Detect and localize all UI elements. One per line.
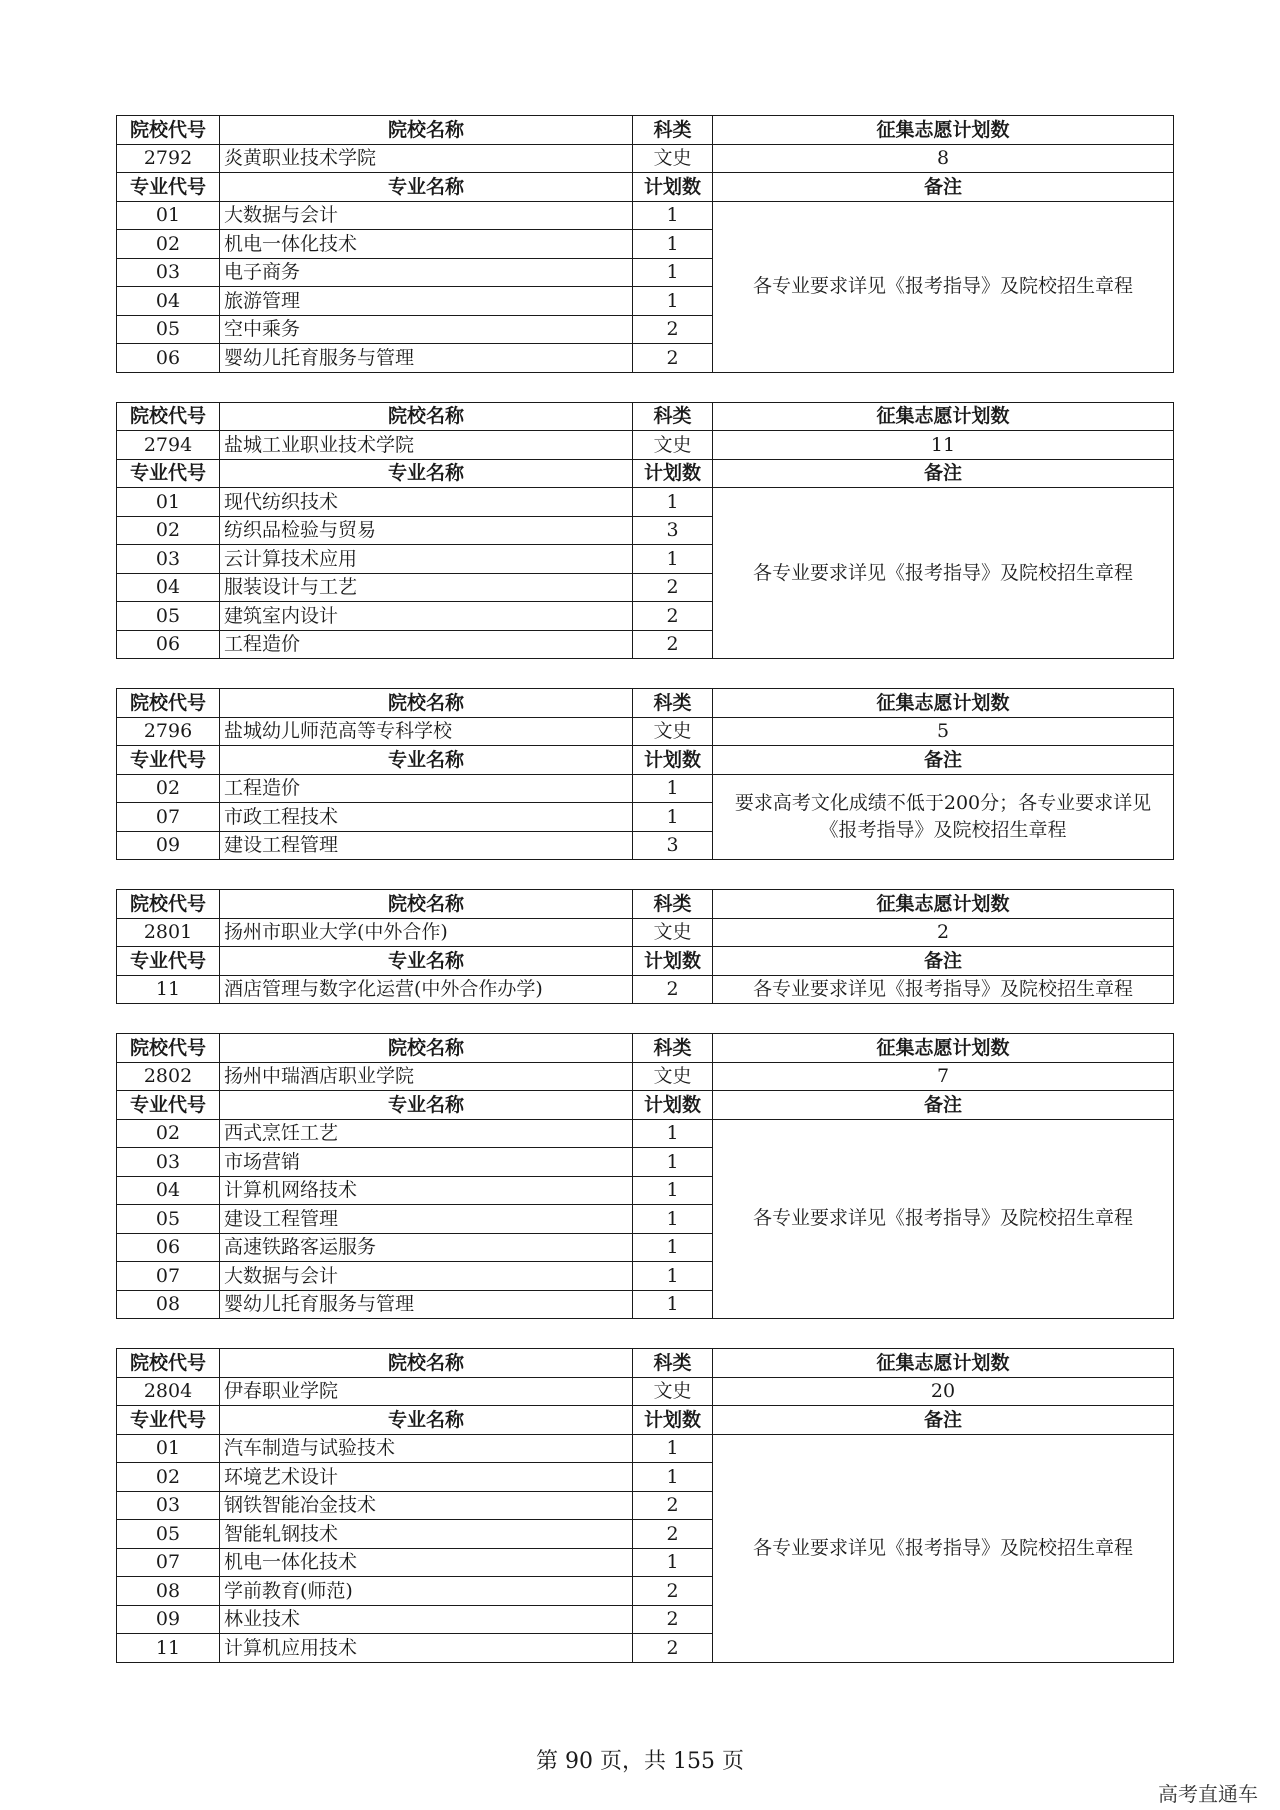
header-major-name: 专业名称 bbox=[220, 1091, 633, 1120]
major-name: 钢铁智能冶金技术 bbox=[220, 1491, 633, 1520]
major-code: 02 bbox=[117, 230, 220, 259]
school-plan-total: 11 bbox=[713, 431, 1174, 460]
major-plan-count: 2 bbox=[633, 1491, 713, 1520]
major-header-row bbox=[117, 459, 1174, 488]
major-plan-count: 2 bbox=[633, 573, 713, 602]
school-header-row bbox=[117, 402, 1174, 431]
major-name: 机电一体化技术 bbox=[220, 230, 633, 259]
major-code: 01 bbox=[117, 1434, 220, 1463]
major-plan-count: 1 bbox=[633, 1548, 713, 1577]
major-name: 智能轧钢技术 bbox=[220, 1520, 633, 1549]
major-name: 纺织品检验与贸易 bbox=[220, 516, 633, 545]
major-note: 各专业要求详见《报考指导》及院校招生章程 bbox=[713, 1119, 1174, 1319]
major-plan-count: 1 bbox=[633, 1233, 713, 1262]
major-name: 建筑室内设计 bbox=[220, 602, 633, 631]
header-plan-total: 征集志愿计划数 bbox=[713, 116, 1174, 145]
school-category: 文史 bbox=[633, 431, 713, 460]
school-table bbox=[116, 688, 1174, 860]
major-header-row bbox=[117, 1091, 1174, 1120]
major-code: 09 bbox=[117, 1605, 220, 1634]
header-major-code: 专业代号 bbox=[117, 1406, 220, 1435]
major-code: 05 bbox=[117, 1205, 220, 1234]
major-name: 云计算技术应用 bbox=[220, 545, 633, 574]
major-plan-count: 2 bbox=[633, 344, 713, 373]
header-major-code: 专业代号 bbox=[117, 947, 220, 976]
school-header-row bbox=[117, 689, 1174, 718]
major-code: 07 bbox=[117, 1262, 220, 1291]
header-school-name: 院校名称 bbox=[220, 1034, 633, 1063]
major-plan-count: 1 bbox=[633, 287, 713, 316]
major-name: 工程造价 bbox=[220, 630, 633, 659]
major-header-row bbox=[117, 746, 1174, 775]
header-plan-total: 征集志愿计划数 bbox=[713, 689, 1174, 718]
header-plan-count: 计划数 bbox=[633, 1406, 713, 1435]
major-name: 服装设计与工艺 bbox=[220, 573, 633, 602]
header-major-name: 专业名称 bbox=[220, 947, 633, 976]
school-code: 2792 bbox=[117, 144, 220, 173]
school-table bbox=[116, 115, 1174, 373]
major-code: 01 bbox=[117, 488, 220, 517]
header-note: 备注 bbox=[713, 746, 1174, 775]
major-plan-count: 1 bbox=[633, 1148, 713, 1177]
major-row bbox=[117, 975, 1174, 1004]
major-code: 06 bbox=[117, 344, 220, 373]
header-school-code: 院校代号 bbox=[117, 116, 220, 145]
school-header-row bbox=[117, 890, 1174, 919]
school-plan-total: 20 bbox=[713, 1377, 1174, 1406]
school-name: 伊春职业学院 bbox=[220, 1377, 633, 1406]
major-name: 婴幼儿托育服务与管理 bbox=[220, 344, 633, 373]
header-plan-count: 计划数 bbox=[633, 1091, 713, 1120]
header-major-name: 专业名称 bbox=[220, 1406, 633, 1435]
header-plan-count: 计划数 bbox=[633, 173, 713, 202]
major-plan-count: 2 bbox=[633, 1577, 713, 1606]
major-name: 工程造价 bbox=[220, 774, 633, 803]
major-name: 环境艺术设计 bbox=[220, 1463, 633, 1492]
major-note: 各专业要求详见《报考指导》及院校招生章程 bbox=[713, 975, 1174, 1004]
header-category: 科类 bbox=[633, 890, 713, 919]
header-school-name: 院校名称 bbox=[220, 402, 633, 431]
major-plan-count: 1 bbox=[633, 488, 713, 517]
header-plan-total: 征集志愿计划数 bbox=[713, 1349, 1174, 1378]
major-note: 要求高考文化成绩不低于200分；各专业要求详见《报考指导》及院校招生章程 bbox=[713, 774, 1174, 860]
header-note: 备注 bbox=[713, 1406, 1174, 1435]
major-name: 旅游管理 bbox=[220, 287, 633, 316]
school-table bbox=[116, 889, 1174, 1004]
major-name: 林业技术 bbox=[220, 1605, 633, 1634]
major-row bbox=[117, 488, 1174, 517]
major-plan-count: 2 bbox=[633, 1634, 713, 1663]
major-name: 市政工程技术 bbox=[220, 803, 633, 832]
header-plan-count: 计划数 bbox=[633, 746, 713, 775]
school-category: 文史 bbox=[633, 1377, 713, 1406]
header-plan-total: 征集志愿计划数 bbox=[713, 1034, 1174, 1063]
header-major-name: 专业名称 bbox=[220, 746, 633, 775]
major-code: 04 bbox=[117, 1176, 220, 1205]
major-code: 05 bbox=[117, 602, 220, 631]
major-code: 04 bbox=[117, 287, 220, 316]
major-plan-count: 1 bbox=[633, 1290, 713, 1319]
header-plan-total: 征集志愿计划数 bbox=[713, 402, 1174, 431]
header-category: 科类 bbox=[633, 116, 713, 145]
major-plan-count: 1 bbox=[633, 1262, 713, 1291]
major-code: 09 bbox=[117, 831, 220, 860]
major-plan-count: 2 bbox=[633, 630, 713, 659]
major-row bbox=[117, 774, 1174, 803]
school-name: 盐城工业职业技术学院 bbox=[220, 431, 633, 460]
header-note: 备注 bbox=[713, 173, 1174, 202]
major-row bbox=[117, 1434, 1174, 1463]
school-name: 扬州中瑞酒店职业学院 bbox=[220, 1062, 633, 1091]
major-name: 机电一体化技术 bbox=[220, 1548, 633, 1577]
school-code: 2796 bbox=[117, 717, 220, 746]
header-category: 科类 bbox=[633, 1349, 713, 1378]
major-code: 04 bbox=[117, 573, 220, 602]
school-category: 文史 bbox=[633, 144, 713, 173]
major-name: 空中乘务 bbox=[220, 315, 633, 344]
header-school-name: 院校名称 bbox=[220, 116, 633, 145]
major-name: 建设工程管理 bbox=[220, 831, 633, 860]
major-plan-count: 2 bbox=[633, 315, 713, 344]
major-plan-count: 1 bbox=[633, 774, 713, 803]
major-plan-count: 2 bbox=[633, 975, 713, 1004]
school-info-row bbox=[117, 1377, 1174, 1406]
page-number: 第 90 页，共 155 页 bbox=[536, 1749, 744, 1774]
school-category: 文史 bbox=[633, 717, 713, 746]
header-school-code: 院校代号 bbox=[117, 1349, 220, 1378]
school-table bbox=[116, 1033, 1174, 1319]
school-header-row bbox=[117, 1034, 1174, 1063]
header-note: 备注 bbox=[713, 1091, 1174, 1120]
header-school-name: 院校名称 bbox=[220, 890, 633, 919]
major-name: 高速铁路客运服务 bbox=[220, 1233, 633, 1262]
major-plan-count: 1 bbox=[633, 201, 713, 230]
header-category: 科类 bbox=[633, 1034, 713, 1063]
school-category: 文史 bbox=[633, 1062, 713, 1091]
major-plan-count: 1 bbox=[633, 1434, 713, 1463]
major-code: 11 bbox=[117, 1634, 220, 1663]
major-name: 大数据与会计 bbox=[220, 1262, 633, 1291]
school-plan-total: 8 bbox=[713, 144, 1174, 173]
major-row bbox=[117, 1119, 1174, 1148]
header-plan-count: 计划数 bbox=[633, 459, 713, 488]
school-info-row bbox=[117, 717, 1174, 746]
major-plan-count: 1 bbox=[633, 803, 713, 832]
major-plan-count: 1 bbox=[633, 545, 713, 574]
major-plan-count: 1 bbox=[633, 230, 713, 259]
major-name: 计算机网络技术 bbox=[220, 1176, 633, 1205]
major-plan-count: 2 bbox=[633, 602, 713, 631]
header-plan-count: 计划数 bbox=[633, 947, 713, 976]
header-major-code: 专业代号 bbox=[117, 173, 220, 202]
school-code: 2794 bbox=[117, 431, 220, 460]
major-plan-count: 1 bbox=[633, 1176, 713, 1205]
major-code: 06 bbox=[117, 630, 220, 659]
header-major-name: 专业名称 bbox=[220, 173, 633, 202]
major-name: 现代纺织技术 bbox=[220, 488, 633, 517]
major-code: 06 bbox=[117, 1233, 220, 1262]
major-code: 03 bbox=[117, 1148, 220, 1177]
major-name: 电子商务 bbox=[220, 258, 633, 287]
major-name: 市场营销 bbox=[220, 1148, 633, 1177]
major-code: 03 bbox=[117, 545, 220, 574]
major-code: 03 bbox=[117, 1491, 220, 1520]
header-school-code: 院校代号 bbox=[117, 1034, 220, 1063]
school-info-row bbox=[117, 144, 1174, 173]
school-code: 2804 bbox=[117, 1377, 220, 1406]
watermark: 高考直通车 bbox=[1158, 1782, 1258, 1806]
major-plan-count: 1 bbox=[633, 258, 713, 287]
major-code: 01 bbox=[117, 201, 220, 230]
major-plan-count: 1 bbox=[633, 1119, 713, 1148]
major-name: 大数据与会计 bbox=[220, 201, 633, 230]
header-school-name: 院校名称 bbox=[220, 689, 633, 718]
major-plan-count: 2 bbox=[633, 1520, 713, 1549]
header-major-code: 专业代号 bbox=[117, 459, 220, 488]
header-school-name: 院校名称 bbox=[220, 1349, 633, 1378]
school-name: 炎黄职业技术学院 bbox=[220, 144, 633, 173]
major-name: 建设工程管理 bbox=[220, 1205, 633, 1234]
school-code: 2801 bbox=[117, 918, 220, 947]
major-name: 西式烹饪工艺 bbox=[220, 1119, 633, 1148]
header-note: 备注 bbox=[713, 459, 1174, 488]
school-info-row bbox=[117, 918, 1174, 947]
major-name: 计算机应用技术 bbox=[220, 1634, 633, 1663]
header-school-code: 院校代号 bbox=[117, 689, 220, 718]
school-header-row bbox=[117, 116, 1174, 145]
major-plan-count: 1 bbox=[633, 1463, 713, 1492]
major-code: 08 bbox=[117, 1290, 220, 1319]
major-row bbox=[117, 201, 1174, 230]
header-school-code: 院校代号 bbox=[117, 402, 220, 431]
school-plan-total: 7 bbox=[713, 1062, 1174, 1091]
header-category: 科类 bbox=[633, 402, 713, 431]
major-code: 03 bbox=[117, 258, 220, 287]
major-header-row bbox=[117, 947, 1174, 976]
major-code: 02 bbox=[117, 1119, 220, 1148]
major-code: 07 bbox=[117, 1548, 220, 1577]
major-note: 各专业要求详见《报考指导》及院校招生章程 bbox=[713, 1434, 1174, 1662]
major-code: 05 bbox=[117, 315, 220, 344]
major-code: 11 bbox=[117, 975, 220, 1004]
school-table bbox=[116, 1348, 1174, 1663]
major-note: 各专业要求详见《报考指导》及院校招生章程 bbox=[713, 488, 1174, 659]
school-name: 扬州市职业大学(中外合作) bbox=[220, 918, 633, 947]
major-code: 08 bbox=[117, 1577, 220, 1606]
major-plan-count: 1 bbox=[633, 1205, 713, 1234]
major-header-row bbox=[117, 1406, 1174, 1435]
major-code: 07 bbox=[117, 803, 220, 832]
header-major-code: 专业代号 bbox=[117, 746, 220, 775]
major-code: 02 bbox=[117, 516, 220, 545]
major-name: 学前教育(师范) bbox=[220, 1577, 633, 1606]
major-header-row bbox=[117, 173, 1174, 202]
major-plan-count: 3 bbox=[633, 831, 713, 860]
major-note: 各专业要求详见《报考指导》及院校招生章程 bbox=[713, 201, 1174, 372]
header-major-code: 专业代号 bbox=[117, 1091, 220, 1120]
school-info-row bbox=[117, 431, 1174, 460]
major-code: 05 bbox=[117, 1520, 220, 1549]
header-plan-total: 征集志愿计划数 bbox=[713, 890, 1174, 919]
header-note: 备注 bbox=[713, 947, 1174, 976]
school-info-row bbox=[117, 1062, 1174, 1091]
document-body bbox=[116, 115, 1173, 1692]
major-name: 汽车制造与试验技术 bbox=[220, 1434, 633, 1463]
school-plan-total: 5 bbox=[713, 717, 1174, 746]
school-name: 盐城幼儿师范高等专科学校 bbox=[220, 717, 633, 746]
school-plan-total: 2 bbox=[713, 918, 1174, 947]
school-code: 2802 bbox=[117, 1062, 220, 1091]
major-name: 婴幼儿托育服务与管理 bbox=[220, 1290, 633, 1319]
header-category: 科类 bbox=[633, 689, 713, 718]
school-table bbox=[116, 402, 1174, 660]
header-major-name: 专业名称 bbox=[220, 459, 633, 488]
major-code: 02 bbox=[117, 1463, 220, 1492]
school-header-row bbox=[117, 1349, 1174, 1378]
header-school-code: 院校代号 bbox=[117, 890, 220, 919]
major-plan-count: 3 bbox=[633, 516, 713, 545]
major-code: 02 bbox=[117, 774, 220, 803]
major-name: 酒店管理与数字化运营(中外合作办学) bbox=[220, 975, 633, 1004]
major-plan-count: 2 bbox=[633, 1605, 713, 1634]
school-category: 文史 bbox=[633, 918, 713, 947]
